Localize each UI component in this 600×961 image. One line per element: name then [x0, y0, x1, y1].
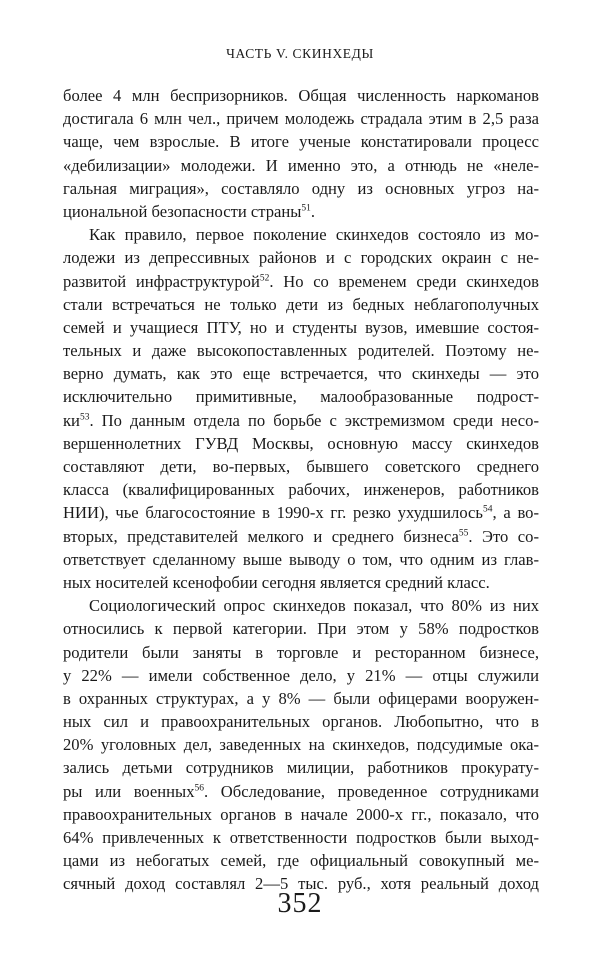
text-line: составляют дети, во-первых, бывшего советского среднего: [63, 457, 539, 476]
running-title: ЧАСТЬ V. СКИНХЕДЫ: [226, 46, 374, 61]
footnote-ref: 53: [79, 412, 90, 423]
body-text: [63, 84, 539, 896]
footnote-ref: 51: [301, 203, 311, 214]
text-line: НИИ), чье благосостояние в 1990-х гг. резко ухудшилось$^{54}$, а во-: [63, 503, 540, 523]
text-line: цами из небогатых семей, где официальный совокупный ме-: [63, 851, 539, 871]
text-line: Социологический опрос скинхедов показал, что 80% из них: [89, 596, 539, 616]
page-number: 352: [277, 888, 323, 919]
footnote-ref: 55: [458, 528, 469, 539]
text-line: достигала 6 млн чел., причем молодежь страдала этим в 2,5 раза: [63, 109, 539, 129]
text-line: в охранных структурах, а у 8% — были офицерами вооружен-: [63, 688, 539, 708]
text-line: ки$^{53}$. По данным отдела по борьбе с экстремизмом среди несо-: [63, 410, 539, 430]
text-line: стали встречаться не только дети из бедных неблагополучных: [63, 294, 539, 314]
text-line: вершеннолетних ГУВД Москвы, основную массу скинхедов: [63, 433, 539, 453]
text-line: чаще, чем взрослые. В итоге ученые констатировали процесс: [63, 132, 539, 152]
text-line: циональной безопасности страны$^{51}$.: [63, 201, 316, 221]
text-line: у 22% — имели собственное дело, у 21% — отцы служили: [63, 665, 539, 685]
text-line: 20% уголовных дел, заведенных на скинхедов, подсудимые ока-: [63, 735, 539, 755]
text-line: относились к первой категории. При этом у 58% подростков: [63, 619, 539, 639]
text-line: класса (квалифицированных рабочих, инженеров, работников: [63, 480, 539, 500]
footnote-ref: 56: [194, 783, 205, 794]
text-line: Как правило, первое поколение скинхедов состояло из мо-: [89, 225, 539, 245]
footnote-ref: 52: [259, 272, 270, 283]
text-line: верно думать, как это еще встречается, что скинхеды — это: [63, 364, 539, 384]
text-line: гальная миграция», составляло одну из основных угроз на-: [63, 178, 539, 198]
text-line: ответствует сделанному выше выводу о том, что одним из глав-: [63, 549, 539, 569]
text-line: развитой инфраструктурой$^{52}$. Но со временем среди скинхедов: [63, 271, 539, 291]
text-line: лодежи из депрессивных районов и с городских окраин с не-: [63, 248, 539, 268]
text-line: семей и учащиеся ПТУ, но и студенты вузов, имевшие состоя-: [63, 317, 539, 337]
text-line: родители были заняты в торговле и ресторанном бизнесе,: [63, 642, 539, 662]
text-line: более 4 млн беспризорников. Общая численность наркоманов: [63, 86, 539, 105]
text-line: 64% привлеченных к ответственности подростков были выход-: [63, 828, 539, 847]
text-line: «дебилизации» молодежи. И именно это, а отнюдь не «неле-: [63, 155, 539, 175]
text-line: вторых, представителей мелкого и среднего бизнеса$^{55}$. Это со-: [63, 526, 539, 546]
text-line: ных носителей ксенофобии сегодня является средний класс.: [63, 572, 490, 592]
text-line: правоохранительных органов в начале 2000-х гг., показало, что: [63, 804, 539, 824]
text-line: зались детьми сотрудников милиции, работников прокурату-: [63, 758, 539, 778]
text-line: тельных и даже высокопоставленных родителей. Поэтому не-: [63, 341, 539, 361]
text-line: ры или военных$^{56}$. Обследование, проведенное сотрудниками: [63, 781, 539, 801]
footnote-ref: 54: [482, 504, 493, 515]
text-line: исключительно примитивные, малообразованные подрост-: [63, 387, 539, 407]
text-line: ных сил и правоохранительных органов. Любопытно, что в: [63, 712, 539, 732]
text-line: сячный доход составлял 2—5 тыс. руб., хотя реальный доход: [63, 874, 539, 894]
